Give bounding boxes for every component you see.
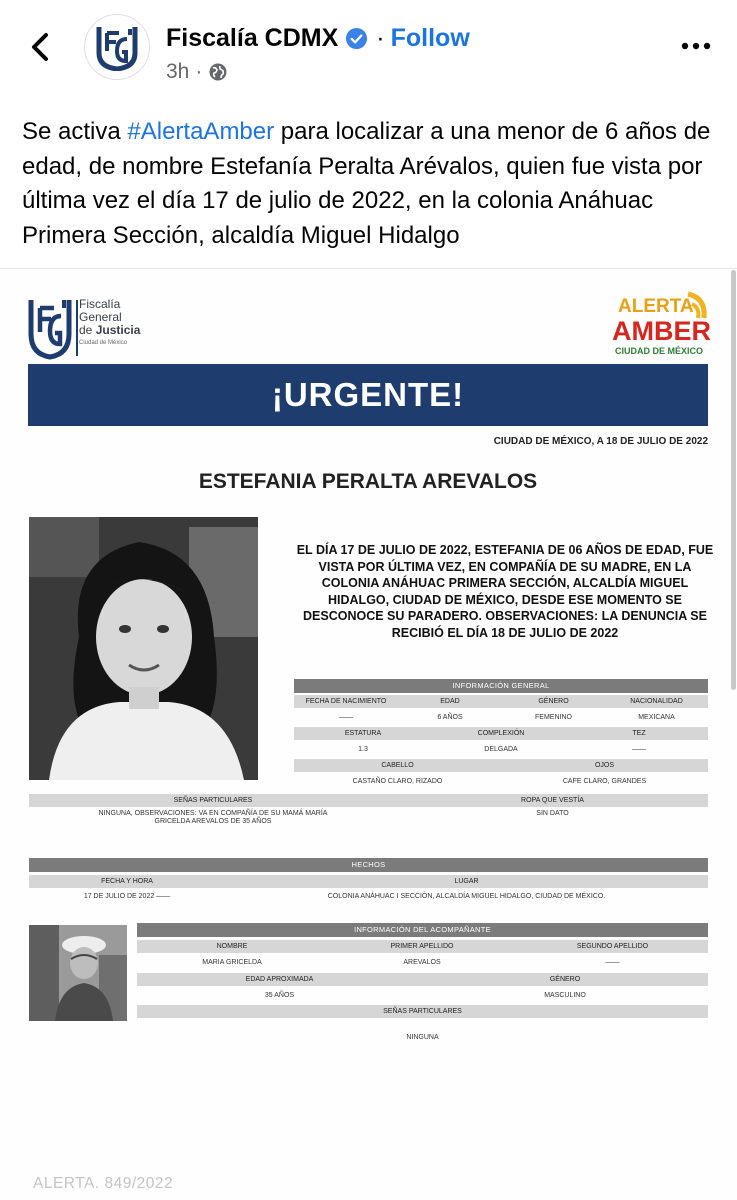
companion-labels-2 <box>137 973 708 986</box>
value-datetime: 17 DE JULIO DE 2022 —— <box>83 892 171 900</box>
label-nationality: NACIONALIDAD <box>630 697 683 705</box>
label-birthdate: FECHA DE NACIMIENTO <box>305 697 387 705</box>
companion-values-2 <box>137 989 708 1002</box>
label-companion-gender: GÉNERO <box>549 975 581 983</box>
separator-dot: · <box>376 23 385 52</box>
post-text-rest: para localizar a una menor de 6 años de edad, de nombre Estefanía Peralta Arévalos, quien fue vista por última vez el día 17 de julio de 2022, en la colonia Anáhuac Primera Sección, alcaldía Miguel Hidalgo <box>22 118 711 249</box>
label-companion-age: EDAD APROXIMADA <box>245 975 314 983</box>
label-companion-name: NOMBRE <box>216 942 248 950</box>
alerta-amber-logo <box>608 288 712 360</box>
hechos-values <box>29 890 708 903</box>
post-text-start: Se activa <box>22 118 128 145</box>
value-birthdate: —— <box>339 713 353 721</box>
back-arrow-icon[interactable] <box>26 30 56 64</box>
fgj-line3b: Justicia <box>95 323 141 337</box>
value-eyes: CAFE CLARO, GRANDES <box>562 777 647 785</box>
verified-badge-icon <box>345 27 368 50</box>
hechos-header: HECHOS <box>29 858 708 872</box>
companion-photo-drawing <box>29 925 127 1021</box>
value-companion-marks: NINGUNA <box>406 1033 439 1041</box>
companion-photo <box>29 925 127 1021</box>
missing-person-name: ESTEFANIA PERALTA AREVALOS <box>198 470 538 493</box>
label-companion-surname2: SEGUNDO APELLIDO <box>576 942 649 950</box>
label-gender: GÉNERO <box>538 697 569 705</box>
info-general-values-3 <box>294 775 708 788</box>
label-build: COMPLEXIÓN <box>477 729 525 737</box>
fgj-logo-icon <box>95 23 139 71</box>
amber-line2: AMBER <box>612 316 711 346</box>
alert-poster-image[interactable] <box>0 270 737 1200</box>
page-avatar[interactable] <box>84 14 150 80</box>
label-eyes: OJOS <box>594 761 615 769</box>
value-companion-gender: MASCULINO <box>544 991 586 999</box>
value-companion-name: MARIA GRICELDA <box>202 958 262 966</box>
label-age: EDAD <box>440 697 460 705</box>
hashtag-link[interactable]: #AlertaAmber <box>127 118 275 145</box>
value-marks: NINGUNA, OBSERVACIONES: VA EN COMPAÑÍA DE SU MAMÁ MARÍA GRICELDA AREVALOS DE 35 AÑOS <box>98 810 328 825</box>
fgj-logo-text <box>79 298 140 349</box>
value-clothes: SIN DATO <box>536 810 569 817</box>
urgent-banner <box>28 364 708 426</box>
value-nationality: MEXICANA <box>638 713 675 721</box>
label-height: ESTATURA <box>344 729 382 737</box>
urgent-text: ¡URGENTE! <box>271 376 465 413</box>
page-name[interactable]: Fiscalía CDMX <box>166 23 339 52</box>
value-companion-surname1: AREVALOS <box>403 958 441 966</box>
info-general-values-1 <box>294 711 708 724</box>
value-height: 1.3 <box>358 745 368 753</box>
senas-labels <box>29 794 708 807</box>
post-header <box>0 0 737 100</box>
label-clothes: ROPA QUE VESTÍA <box>521 796 584 804</box>
poster-date: CIUDAD DE MÉXICO, A 18 DE JULIO DE 2022 <box>493 436 708 447</box>
more-options-icon[interactable] <box>681 40 711 52</box>
value-place: COLONIA ANÁHUAC I SECCIÓN, ALCALDÍA MIGUEL HIDALGO, CIUDAD DE MÉXICO. <box>327 892 606 900</box>
child-photo-drawing <box>29 517 258 780</box>
label-complexion: TEZ <box>632 729 646 737</box>
follow-button[interactable]: Follow <box>390 23 470 52</box>
fgj-line4: Ciudad de México <box>79 340 128 346</box>
value-gender: FEMENINO <box>535 713 572 721</box>
companion-values-1 <box>137 956 708 969</box>
amber-line3: CIUDAD DE MÉXICO <box>615 346 704 356</box>
scrollbar[interactable] <box>731 270 736 690</box>
label-companion-surname1: PRIMER APELLIDO <box>390 942 454 950</box>
label-datetime: FECHA Y HORA <box>101 877 153 885</box>
value-complexion: —— <box>632 745 646 753</box>
info-general-labels-3 <box>294 759 708 772</box>
info-general-labels-2 <box>294 727 708 740</box>
alert-number: ALERTA. 849/2022 <box>33 1175 174 1192</box>
value-companion-surname2: —— <box>605 958 620 966</box>
info-general-labels-1 <box>294 695 708 708</box>
post-time[interactable]: 3h <box>166 60 190 83</box>
value-age: 6 AÑOS <box>437 713 463 721</box>
companion-labels-1 <box>137 940 708 953</box>
label-place: LUGAR <box>454 877 479 885</box>
case-description: EL DÍA 17 DE JULIO DE 2022, ESTEFANIA DE 06 AÑOS DE EDAD, FUE VISTA POR ÚLTIMA VEZ, EN COMPAÑÍA DE SU MADRE, EN LA COLONIA ANÁHUAC PRIMERA SECCIÓN, ALCALDÍA MIGUEL HIDALGO, CIUDAD DE MÉXICO, DESDE ESE MOMENTO SE DESCONOCE SU PARADERO. OBSERVACIONES: LA DENUNCIA SE RECIBIÓ EL DÍA 18 DE JULIO DE 2022 <box>296 543 714 640</box>
post-text <box>22 115 722 253</box>
label-marks: SEÑAS PARTICULARES <box>173 796 253 804</box>
divider <box>0 268 737 269</box>
label-companion-marks: SEÑAS PARTICULARES <box>383 1007 462 1015</box>
fgj-line1: Fiscalía <box>79 297 121 311</box>
value-companion-age: 35 AÑOS <box>264 991 295 999</box>
fgj-line2: General <box>79 310 122 324</box>
senas-values <box>29 810 708 832</box>
value-hair: CASTAÑO CLARO, RIZADO <box>352 777 443 785</box>
globe-icon <box>208 62 228 82</box>
value-build: DELGADA <box>484 745 518 753</box>
name-row <box>166 22 470 54</box>
label-hair: CABELLO <box>381 761 414 769</box>
fgj-line3: de <box>79 323 93 337</box>
info-general-header: INFORMACIÓN GENERAL <box>294 679 708 693</box>
child-photo <box>29 517 258 780</box>
companion-header: INFORMACIÓN DEL ACOMPAÑANTE <box>137 923 708 937</box>
companion-values-3 <box>137 1031 708 1044</box>
info-general-values-2 <box>294 743 708 756</box>
hechos-labels <box>29 875 708 888</box>
companion-labels-3 <box>137 1005 708 1018</box>
post-meta <box>166 58 228 86</box>
meta-separator: · <box>195 60 203 83</box>
amber-line1: ALERTA <box>618 296 694 317</box>
